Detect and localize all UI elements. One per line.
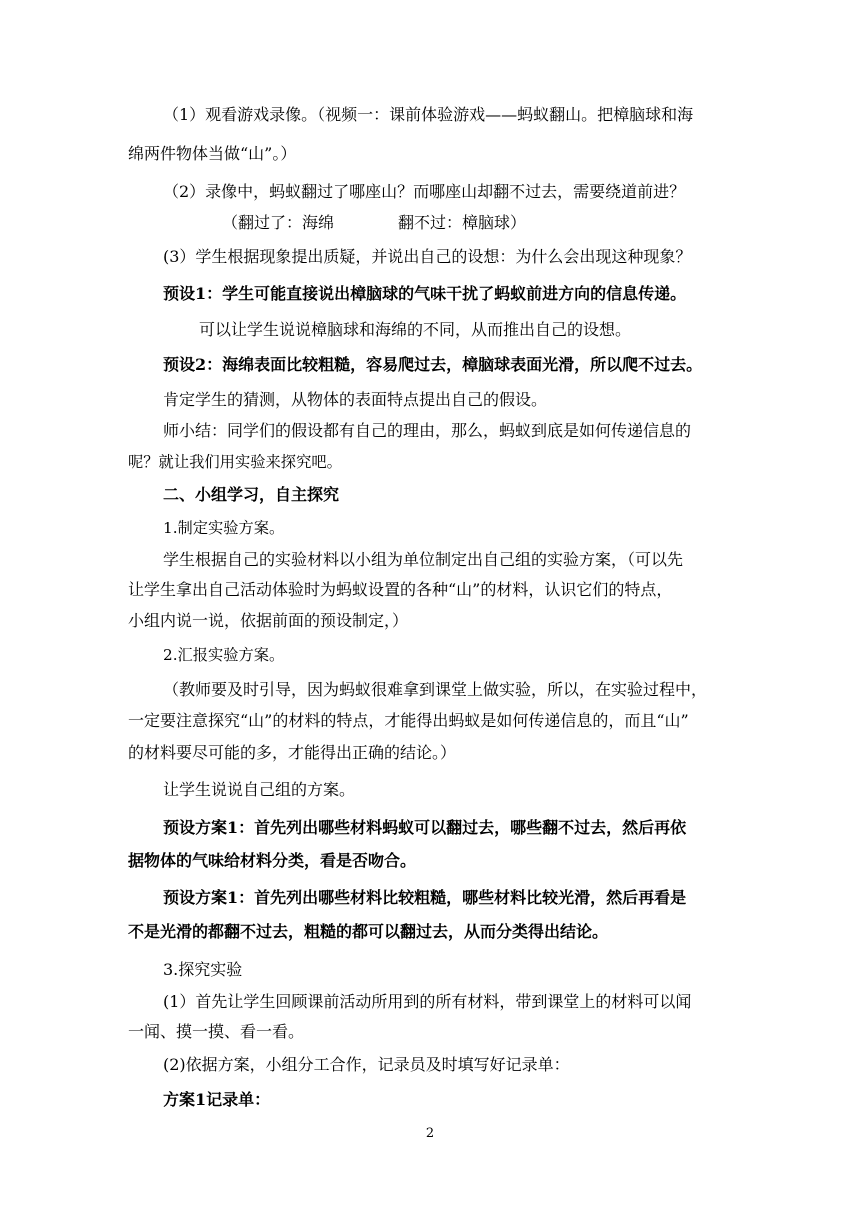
text-line: 肯定学生的猜测，从物体的表面特点提出自己的假设。 bbox=[163, 390, 548, 409]
text-line: 1.制定实验方案。 bbox=[163, 519, 285, 537]
text-line: （1）观看游戏录像。（视频一：课前体验游戏——蚂蚁翻山。把樟脑球和海 bbox=[163, 105, 694, 124]
text-line: 小组内说一说，依据前面的预设制定，） bbox=[128, 611, 409, 630]
text-line: （翻过了：海绵 翻不过：樟脑球） bbox=[222, 213, 527, 232]
text-line: （教师要及时引导，因为蚂蚁很难拿到课堂上做实验，所以，在实验过程中， bbox=[163, 680, 708, 699]
text-line: (3）学生根据现象提出质疑，并说出自己的设想：为什么会出现这种现象？ bbox=[163, 247, 692, 266]
text-line: 一定要注意探究“山”的材料的特点，才能得出蚂蚁是如何传递信息的，而且“山” bbox=[128, 711, 689, 730]
text-line: 预设方案1：首先列出哪些材料蚂蚁可以翻过去，哪些翻不过去，然后再依 bbox=[163, 818, 687, 837]
text-line: 学生根据自己的实验材料以小组为单位制定出自己组的实验方案，（可以先 bbox=[163, 550, 684, 569]
text-line: 一闻、摸一摸、看一看。 bbox=[128, 1022, 305, 1041]
text-line: 不是光滑的都翻不过去，粗糙的都可以翻过去，从而分类得出结论。 bbox=[128, 922, 609, 941]
text-line: 预设2：海绵表面比较粗糙，容易爬过去，樟脑球表面光滑，所以爬不过去。 bbox=[163, 355, 703, 374]
text-line: (2)依据方案，小组分工合作，记录员及时填写好记录单： bbox=[163, 1055, 570, 1074]
text-line: 2.汇报实验方案。 bbox=[163, 646, 285, 664]
page-number: 2 bbox=[425, 1126, 435, 1141]
text-line: （2）录像中，蚂蚁翻过了哪座山？而哪座山却翻不过去，需要绕道前进？ bbox=[163, 182, 686, 201]
text-line: 呢？就让我们用实验来探究吧。 bbox=[128, 453, 342, 471]
text-line: 的材料要尽可能的多，才能得出正确的结论。） bbox=[128, 743, 457, 762]
text-line: 方案1记录单： bbox=[163, 1090, 271, 1109]
text-line: (1）首先让学生回顾课前活动所用到的所有材料，带到课堂上的材料可以闻 bbox=[163, 992, 692, 1011]
text-line: 师小结：同学们的假设都有自己的理由，那么，蚂蚁到底是如何传递信息的 bbox=[163, 421, 692, 440]
text-line: 可以让学生说说樟脑球和海绵的不同，从而推出自己的设想。 bbox=[199, 320, 632, 339]
text-line: 让学生拿出自己活动体验时为蚂蚁设置的各种“山”的材料，认识它们的特点， bbox=[128, 580, 673, 599]
text-line: 绵两件物体当做“山”。） bbox=[128, 144, 297, 163]
text-line: 二、小组学习，自主探究 bbox=[163, 485, 340, 504]
text-line: 预设方案1：首先列出哪些材料比较粗糙，哪些材料比较光滑，然后再看是 bbox=[163, 888, 687, 907]
text-line: 3.探究实验 bbox=[163, 960, 243, 979]
text-line: 让学生说说自己组的方案。 bbox=[163, 780, 356, 799]
text-line: 据物体的气味给材料分类，看是否吻合。 bbox=[128, 851, 417, 870]
text-line: 预设1：学生可能直接说出樟脑球的气味干扰了蚂蚁前进方向的信息传递。 bbox=[163, 284, 687, 303]
